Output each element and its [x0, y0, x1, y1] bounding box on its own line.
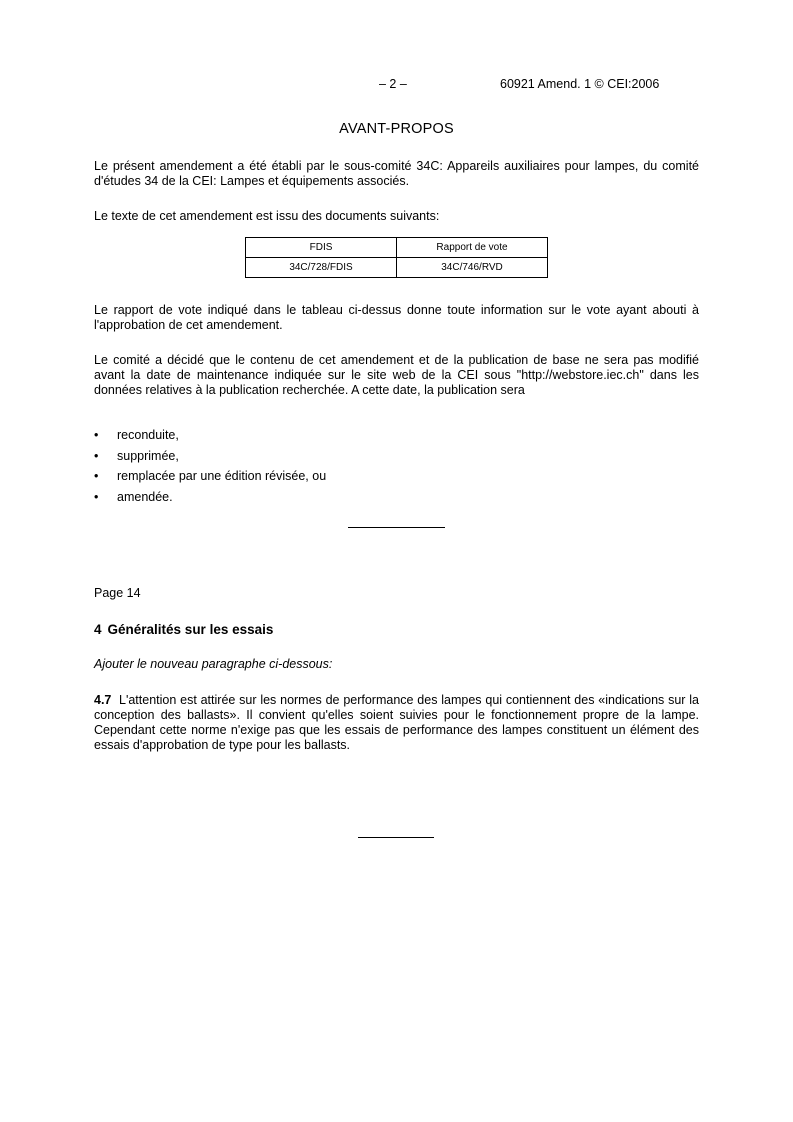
document-reference: 60921 Amend. 1 © CEI:2006 [500, 77, 660, 91]
table-header-cell: Rapport de vote [397, 238, 548, 258]
table-header-cell: FDIS [246, 238, 397, 258]
intro-paragraph: Le présent amendement a été établi par le sous-comité 34C: Appareils auxiliaires pour lampes, du comité d'études 34 de la CEI: Lampes et équipements associés. [94, 159, 699, 188]
page-reference: Page 14 [94, 586, 141, 600]
table-row [246, 258, 548, 278]
page-title: AVANT-PROPOS [339, 121, 454, 137]
vote-paragraph: Le rapport de vote indiqué dans le tableau ci-dessus donne toute information sur le vote ayant abouti à l'approbation de cet amendement. [94, 303, 699, 332]
end-divider [358, 837, 434, 838]
clause-paragraph [94, 693, 699, 753]
bullet-icon: • [94, 448, 99, 463]
bullet-icon: • [94, 489, 99, 504]
section-number: 4 [94, 622, 102, 637]
documents-intro: Le texte de cet amendement est issu des documents suivants: [94, 209, 440, 223]
list-item-text: supprimée, [117, 448, 179, 463]
table-header-row [246, 238, 548, 258]
bullet-icon: • [94, 469, 99, 483]
section-divider [348, 527, 445, 528]
section-title: Généralités sur les essais [107, 622, 274, 637]
clause-text: L'attention est attirée sur les normes de performance des lampes qui contiennent des «indications sur la conception des ballasts». Il convient qu'elles soient suivies pour le fonctionnement propre de la lampe. Cependant cette norme n'exige pas que les essais de performance des lampes constituent un élément des essais d'approbation de type pour les ballasts. [94, 693, 699, 752]
list-item-text: remplacée par une édition révisée, ou [117, 469, 327, 483]
maintenance-paragraph: Le comité a décidé que le contenu de cet amendement et de la publication de base ne sera pas modifié avant la date de maintenance indiquée sur le site web de la CEI sous "http://webstore.iec.ch" dans les données relatives à la publication recherchée. A cette date, la publication sera [94, 353, 699, 397]
instruction-text: Ajouter le nouveau paragraphe ci-dessous: [94, 657, 333, 671]
list-item-text: reconduite, [117, 428, 179, 442]
section-heading [94, 622, 273, 637]
table-cell: 34C/746/RVD [397, 258, 548, 278]
table-cell: 34C/728/FDIS [246, 258, 397, 278]
list-item-text: amendée. [117, 489, 173, 504]
bullet-icon: • [94, 428, 99, 442]
page-number: – 2 – [379, 77, 407, 91]
clause-number: 4.7 [94, 693, 112, 707]
documents-table [245, 237, 548, 278]
